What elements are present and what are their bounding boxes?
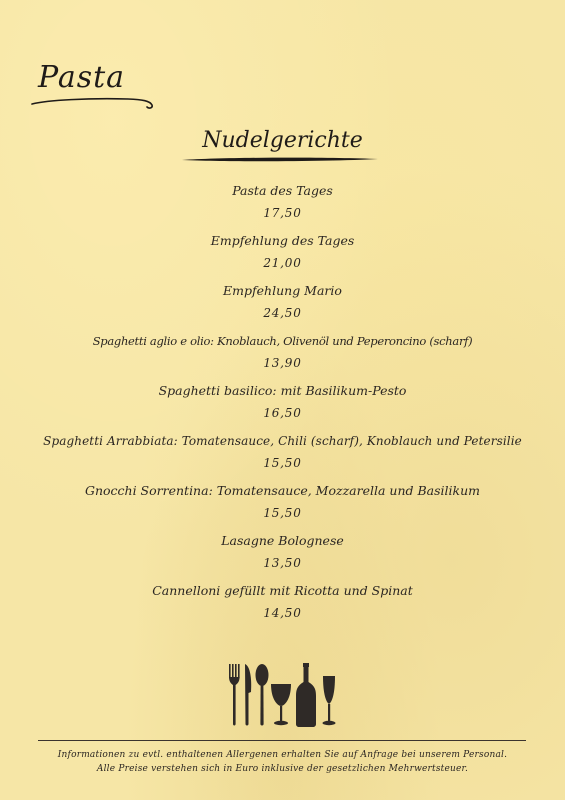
menu-item	[0, 181, 565, 231]
section-title: Nudelgerichte	[202, 128, 363, 153]
menu-item-name: Empfehlung des Tages	[210, 233, 355, 248]
footer-note	[0, 748, 565, 776]
menu-item-price: 13,50	[263, 556, 302, 570]
menu-item	[0, 331, 565, 381]
menu-item-price: 13,90	[263, 356, 302, 370]
menu-item-price: 15,50	[263, 456, 302, 470]
menu-item-price: 17,50	[263, 206, 302, 220]
menu-item-price: 21,00	[263, 256, 302, 270]
menu-item-name: Spaghetti Arrabbiata: Tomatensauce, Chili (scharf), Knoblauch und Petersilie	[43, 434, 522, 448]
spoon-icon	[256, 664, 269, 726]
section-underline-ornament	[180, 154, 380, 164]
menu-item-name: Spaghetti basilico: mit Basilikum-Pesto	[158, 383, 407, 398]
tableware-icons	[226, 662, 341, 730]
menu-list	[0, 181, 565, 631]
page-title: Pasta	[38, 60, 126, 95]
menu-item-name: Cannelloni gefüllt mit Ricotta und Spinat	[152, 583, 413, 598]
menu-item	[0, 431, 565, 481]
menu-item	[0, 531, 565, 581]
title-swash-ornament	[28, 90, 158, 112]
fork-icon	[229, 664, 240, 726]
menu-item-name: Gnocchi Sorrentina: Tomatensauce, Mozzarella und Basilikum	[84, 483, 481, 498]
menu-item-price: 15,50	[263, 506, 302, 520]
menu-item-name: Spaghetti aglio e olio: Knoblauch, Olivenöl und Peperoncino (scharf)	[92, 334, 473, 348]
menu-item-name: Pasta des Tages	[232, 183, 333, 198]
wine-bottle-icon	[296, 663, 316, 727]
menu-item-name: Lasagne Bolognese	[221, 533, 344, 548]
menu-item-name: Empfehlung Mario	[223, 283, 342, 298]
menu-item	[0, 231, 565, 281]
price-note: Alle Preise verstehen sich in Euro inklusive der gesetzlichen Mehrwertsteuer.	[96, 764, 469, 774]
menu-item-price: 14,50	[263, 606, 302, 620]
wine-glass-icon	[271, 684, 291, 725]
menu-item	[0, 381, 565, 431]
menu-item	[0, 481, 565, 531]
menu-item-price: 24,50	[263, 306, 302, 320]
footer-divider	[38, 740, 526, 741]
allergen-note: Informationen zu evtl. enthaltenen Allergenen erhalten Sie auf Anfrage bei unserem Personal.	[57, 750, 508, 760]
menu-item-price: 16,50	[263, 406, 302, 420]
knife-icon	[245, 664, 251, 726]
menu-item	[0, 281, 565, 331]
champagne-glass-icon	[323, 676, 336, 725]
menu-item	[0, 581, 565, 631]
